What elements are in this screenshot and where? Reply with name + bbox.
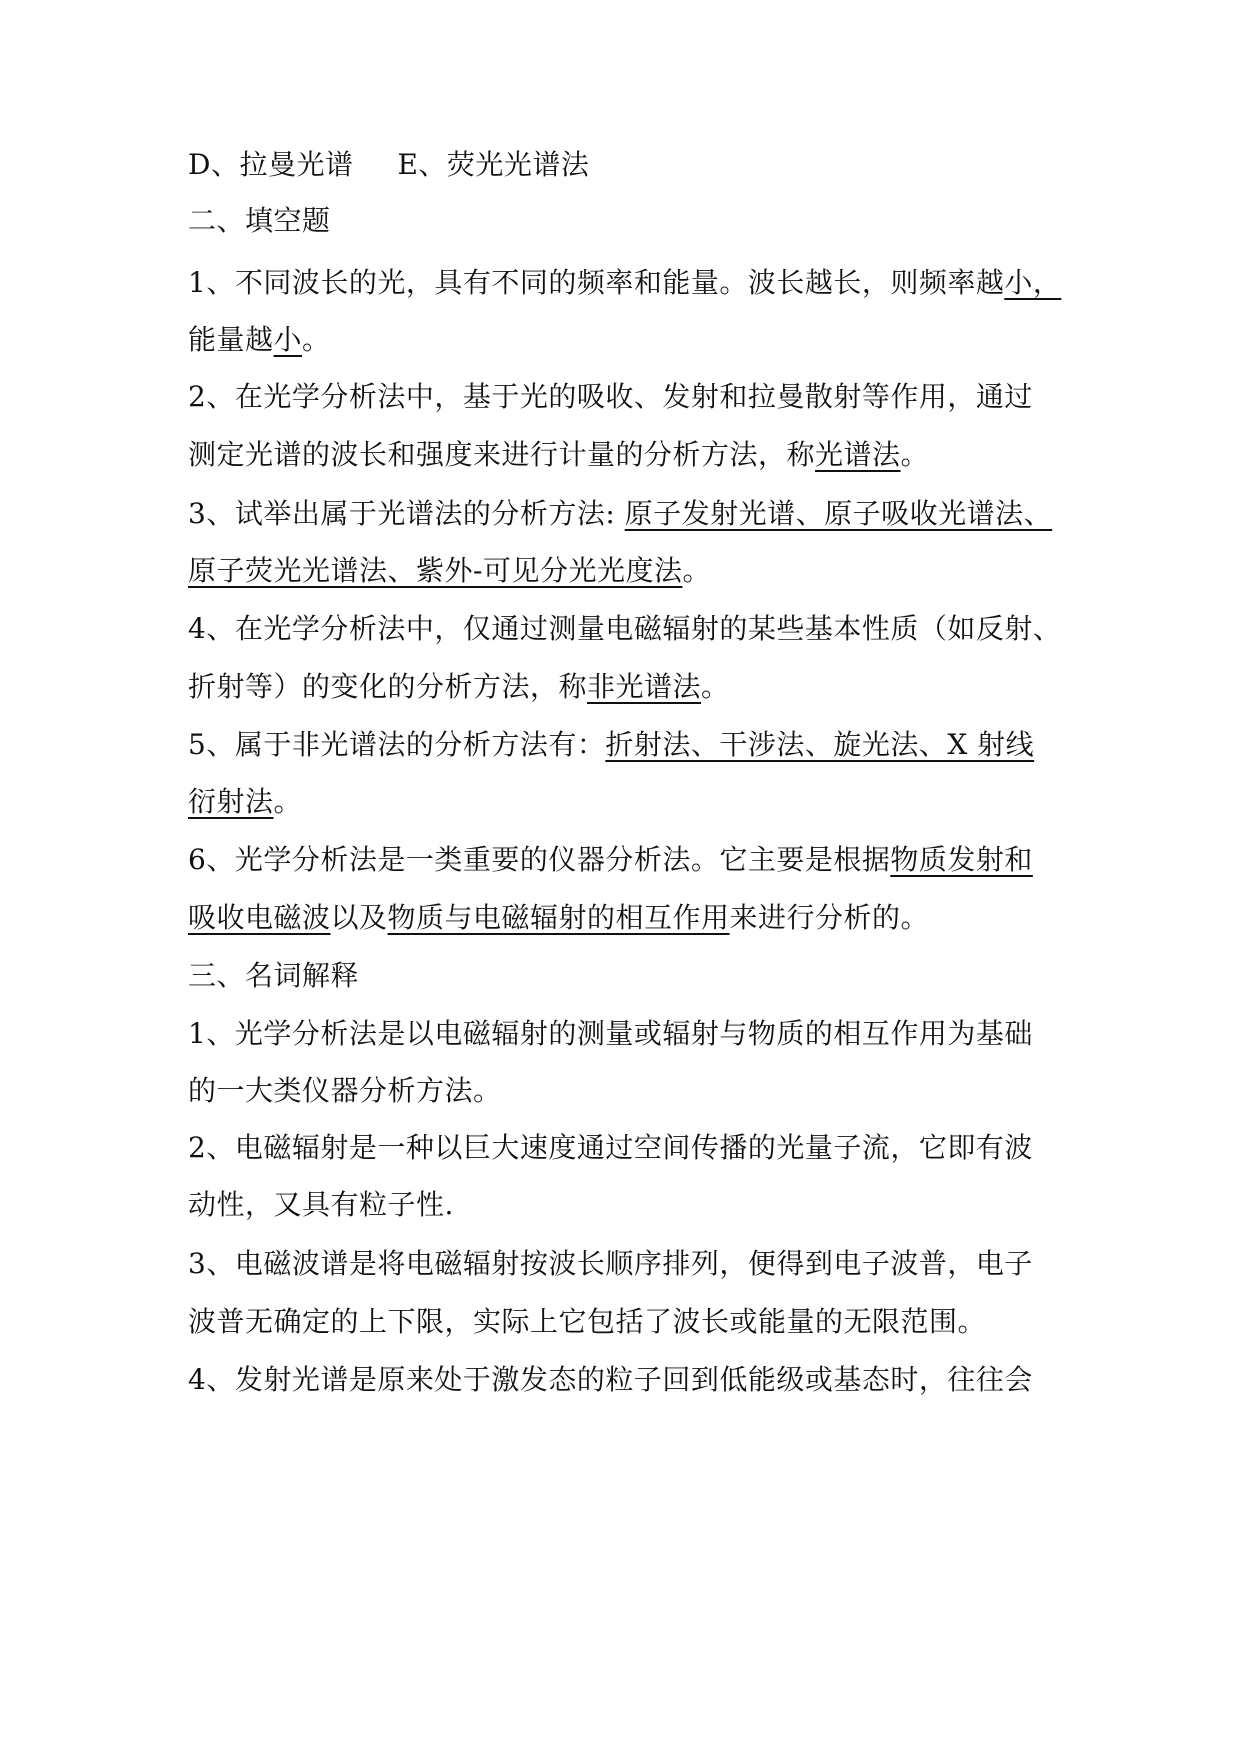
- q4-line-1: 4、在光学分析法中，仅通过测量电磁辐射的某些基本性质（如反射、: [188, 612, 1062, 645]
- term2-line-1: 2、电磁辐射是一种以巨大速度通过空间传播的光量子流，它即有波: [188, 1131, 1033, 1164]
- q5-line-1: 5、属于非光谱法的分析方法有：折射法、干涉法、旋光法、X 射线: [188, 728, 1035, 761]
- answer-blank: 衍射法: [188, 785, 274, 818]
- term4-line-1: 4、发射光谱是原来处于激发态的粒子回到低能级或基态时，往往会: [188, 1363, 1033, 1396]
- answer-blank: 折射法、干涉法、旋光法、X 射线: [605, 728, 1035, 761]
- q1-line-1: 1、不同波长的光，具有不同的频率和能量。波长越长，则频率越小，: [188, 266, 1062, 299]
- q3-line-1: 3、试举出属于光谱法的分析方法: 原子发射光谱、原子吸收光谱法、: [188, 497, 1053, 530]
- answer-blank: 小，: [1004, 266, 1062, 299]
- option-line-d-e: [188, 145, 589, 185]
- term1-line-1: 1、光学分析法是以电磁辐射的测量或辐射与物质的相互作用为基础: [188, 1017, 1033, 1050]
- option-d: D、拉曼光谱: [188, 148, 354, 181]
- section-heading-terms: 三、名词解释: [188, 959, 360, 992]
- q2-line-2: 测定光谱的波长和强度来进行计量的分析方法，称光谱法。: [188, 438, 930, 471]
- q3-line-2: 原子荧光光谱法、紫外-可见分光光度法。: [188, 554, 711, 587]
- term3-line-2: 波普无确定的上下限，实际上它包括了波长或能量的无限范围。: [188, 1305, 987, 1338]
- section-heading-fill-blank: 二、填空题: [188, 204, 331, 237]
- q6-line-1: 6、光学分析法是一类重要的仪器分析法。它主要是根据物质发射和: [188, 843, 1033, 876]
- answer-blank: 物质与电磁辐射的相互作用: [387, 901, 730, 934]
- answer-blank: 小: [273, 323, 303, 356]
- answer-blank: 非光谱法: [587, 670, 702, 703]
- answer-blank: 吸收电磁波: [188, 901, 331, 934]
- q4-line-2: 折射等）的变化的分析方法，称非光谱法。: [188, 670, 730, 703]
- answer-blank: 原子荧光光谱法、紫外-可见分光光度法: [188, 554, 683, 587]
- answer-blank: 原子发射光谱、原子吸收光谱法、: [624, 497, 1053, 530]
- q6-line-2: 吸收电磁波以及物质与电磁辐射的相互作用来进行分析的。: [188, 901, 930, 934]
- term2-line-2: 动性，又具有粒子性.: [188, 1188, 454, 1221]
- answer-blank: 物质发射和: [890, 843, 1033, 876]
- answer-blank: 光谱法: [815, 438, 901, 471]
- option-e: E、荧光光谱法: [397, 148, 590, 181]
- term1-line-2: 的一大类仪器分析方法。: [188, 1074, 502, 1107]
- q1-line-2: 能量越小。: [188, 323, 331, 356]
- q2-line-1: 2、在光学分析法中，基于光的吸收、发射和拉曼散射等作用，通过: [188, 380, 1033, 413]
- term3-line-1: 3、电磁波谱是将电磁辐射按波长顺序排列，便得到电子波普，电子: [188, 1247, 1033, 1280]
- q5-line-2: 衍射法。: [188, 785, 303, 818]
